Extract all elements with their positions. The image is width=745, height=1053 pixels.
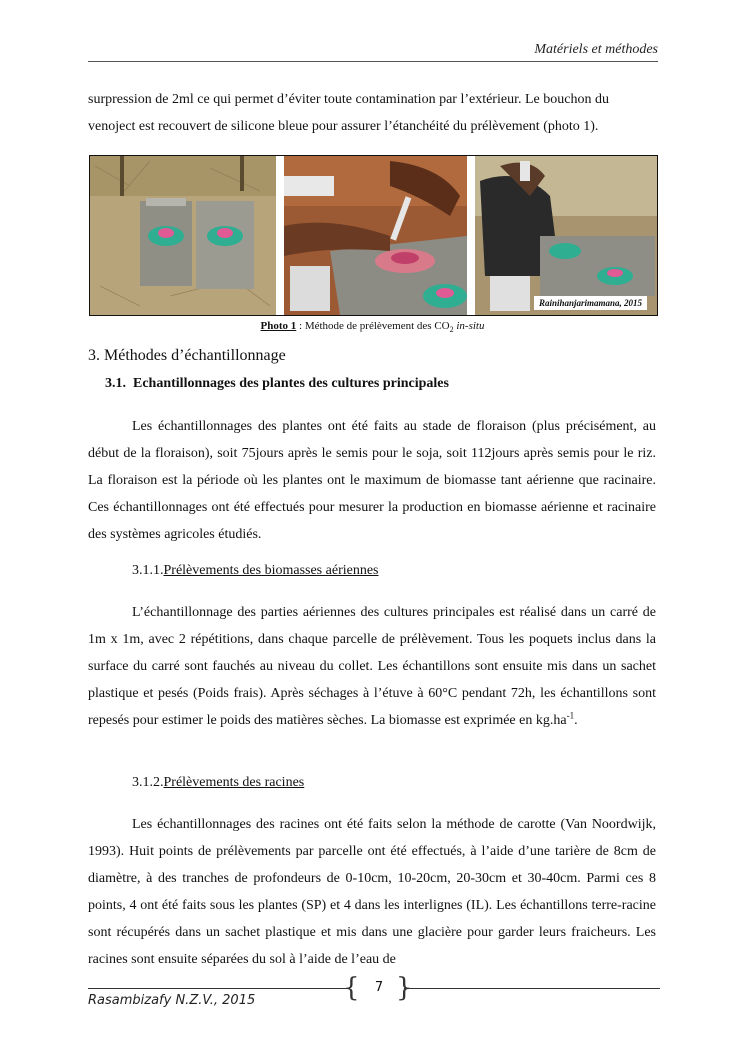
page-number: 7 xyxy=(374,980,384,995)
section-3-1-text: Les échantillonnages des plantes ont été faits au stade de floraison (plus précisément, au début de la floraison), soit 75jours après le semis pour le soja, soit 112jours après semis pour le riz. La floraison est la période où les plantes ont le maximum de biomasse tant aérienne que racinaire. Ces échantillonnages ont été effectués pour mesurer la production en biomasse aérienne et racinaire des systèmes agricoles étudiés. xyxy=(88,419,656,542)
page-brace-left: { xyxy=(343,973,360,1003)
footer-divider-left xyxy=(88,988,350,989)
section-3-1-title: Echantillonnages des plantes des cultures principales xyxy=(133,376,449,391)
section-3-1-2-text: Les échantillonnages des racines ont été faits selon la méthode de carotte (Van Noordwijk, 1993). Huit points de prélèvements par parcelle ont été effectués, à l’aide d’une tarière de 8cm de diamètre, à des tranches de profondeurs de 0-10cm, 10-20cm, 20-30cm et 30-40cm. Parmi ces 8 points, 4 ont été faits sous les plantes (SP) et 4 dans les interlignes (IL). Les échantillons terre-racine sont récupérés dans un sachet plastique et mis dans une glacière pour garder leurs fraicheurs. Les racines sont ensuite séparées du sol à l’aide de l’eau de xyxy=(88,817,656,967)
page-brace-right: } xyxy=(396,973,413,1003)
photo-panel-sampling xyxy=(475,156,657,315)
footer-divider-right xyxy=(404,988,660,989)
caption-separator: : xyxy=(296,320,305,332)
caption-subscript: 2 xyxy=(449,325,454,335)
photo-credit: Rainihanjarimamana, 2015 xyxy=(534,296,647,310)
intro-line-1: surpression de 2ml ce qui permet d’éviter toute contamination par l’extérieur. Le bouchon du xyxy=(88,92,609,107)
caption-label: Photo 1 xyxy=(260,320,297,332)
section-3-1-number: 3.1. xyxy=(105,376,126,391)
photo-figure xyxy=(89,155,658,316)
header-divider xyxy=(88,61,658,62)
unit-superscript: -1 xyxy=(566,710,575,721)
caption-text: Méthode de prélèvement des CO xyxy=(304,320,450,332)
photo-panel-chambers xyxy=(90,156,276,315)
section-3-heading: 3. Méthodes d’échantillonnage xyxy=(88,347,286,364)
intro-line-2: venoject est recouvert de silicone bleue pour assurer l’étanchéité du prélèvement (photo 1). xyxy=(88,119,599,134)
section-3-1-2-heading xyxy=(132,775,304,791)
footer-author: Rasambizafy N.Z.V., 2015 xyxy=(88,993,256,1008)
caption-italic: in-situ xyxy=(456,320,485,332)
section-3-1-1-paragraph xyxy=(88,599,656,734)
section-3-1-1-title: Prélèvements des biomasses aériennes xyxy=(163,563,379,578)
section-3-1-1-heading xyxy=(132,563,379,579)
section-3-1-2-number: 3.1.2. xyxy=(132,775,164,790)
section-3-1-2-title: Prélèvements des racines xyxy=(163,775,305,790)
section-3-1-1-end: . xyxy=(574,713,578,728)
running-header: Matériels et méthodes xyxy=(534,42,658,57)
section-3-1-1-number: 3.1.1. xyxy=(132,563,164,578)
photo-caption xyxy=(0,320,745,334)
section-3-1-2-paragraph xyxy=(88,811,656,973)
section-3-1-1-text: L’échantillonnage des parties aériennes des cultures principales est réalisé dans un carré de 1m x 1m, avec 2 répétitions, dans chaque parcelle de prélèvement. Tous les poquets inclus dans la surface du carré sont fauchés au niveau du collet. Les échantillons sont ensuite mis dans un sachet plastique et pesés (Poids frais). Après séchages à l’étuve à 60°C pendant 72h, les échantillons sont repesés pour estimer le poids des matières sèches. La biomasse est exprimée en kg.ha xyxy=(88,605,656,728)
section-3-1-paragraph xyxy=(88,413,656,548)
photo-panel-syringe xyxy=(284,156,467,315)
section-3-1-heading xyxy=(105,376,449,392)
photo-collage xyxy=(90,156,657,315)
